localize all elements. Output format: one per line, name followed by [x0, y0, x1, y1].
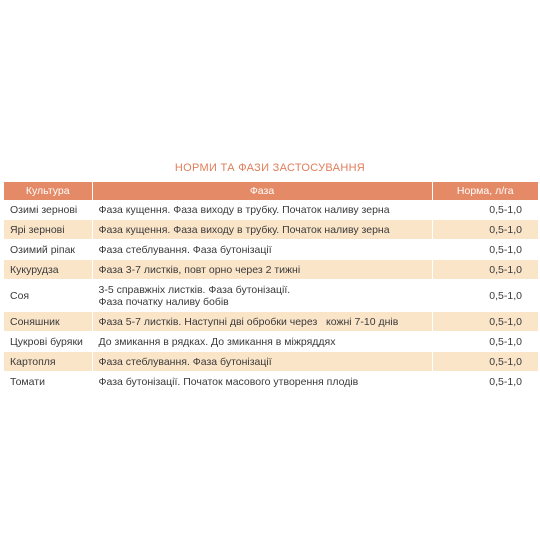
cell-crop: Соняшник — [4, 312, 92, 332]
cell-rate: 0,5-1,0 — [432, 220, 538, 240]
table-row — [4, 312, 538, 332]
cell-rate: 0,5-1,0 — [432, 200, 538, 220]
table-row — [4, 200, 538, 220]
application-rates-table — [4, 182, 538, 392]
cell-phase: Фаза бутонізації. Початок масового утворення плодів — [92, 372, 432, 392]
table-row — [4, 332, 538, 352]
cell-rate: 0,5-1,0 — [432, 260, 538, 280]
cell-crop: Ярі зернові — [4, 220, 92, 240]
cell-phase: Фаза кущення. Фаза виходу в трубку. Початок наливу зерна — [92, 200, 432, 220]
cell-crop: Картопля — [4, 352, 92, 372]
cell-crop: Томати — [4, 372, 92, 392]
table-row — [4, 352, 538, 372]
cell-rate: 0,5-1,0 — [432, 312, 538, 332]
table-row — [4, 372, 538, 392]
cell-rate: 0,5-1,0 — [432, 280, 538, 312]
cell-crop: Соя — [4, 280, 92, 312]
cell-crop: Озимий ріпак — [4, 240, 92, 260]
cell-rate: 0,5-1,0 — [432, 352, 538, 372]
cell-crop: Цукрові буряки — [4, 332, 92, 352]
table-header-row — [4, 182, 538, 200]
cell-rate: 0,5-1,0 — [432, 372, 538, 392]
cell-crop: Озимі зернові — [4, 200, 92, 220]
cell-phase: Фаза кущення. Фаза виходу в трубку. Початок наливу зерна — [92, 220, 432, 240]
cell-rate: 0,5-1,0 — [432, 240, 538, 260]
cell-phase-line-1: 3-5 справжніх листків. Фаза бутонізації. — [98, 283, 291, 296]
table-row — [4, 260, 538, 280]
header-phase: Фаза — [92, 182, 432, 200]
table-row — [4, 240, 538, 260]
cell-phase: До змикання в рядках. До змикання в міжряддях — [92, 332, 432, 352]
cell-phase-line-2: Фаза початку наливу бобів — [98, 295, 229, 308]
table-title: НОРМИ ТА ФАЗИ ЗАСТОСУВАННЯ — [174, 162, 366, 174]
cell-phase: Фаза стеблування. Фаза бутонізації — [92, 352, 432, 372]
cell-rate: 0,5-1,0 — [432, 332, 538, 352]
cell-phase: Фаза 5-7 листків. Наступні дві обробки через кожні 7-10 днів — [92, 312, 432, 332]
cell-phase: Фаза стеблування. Фаза бутонізації — [92, 240, 432, 260]
cell-crop: Кукурудза — [4, 260, 92, 280]
header-rate: Норма, л/га — [432, 182, 538, 200]
cell-phase: Фаза 3-7 листків, повт орно через 2 тижні — [92, 260, 432, 280]
header-crop: Культура — [4, 182, 92, 200]
table-row — [4, 280, 538, 312]
cell-phase — [92, 280, 432, 312]
table-row — [4, 220, 538, 240]
